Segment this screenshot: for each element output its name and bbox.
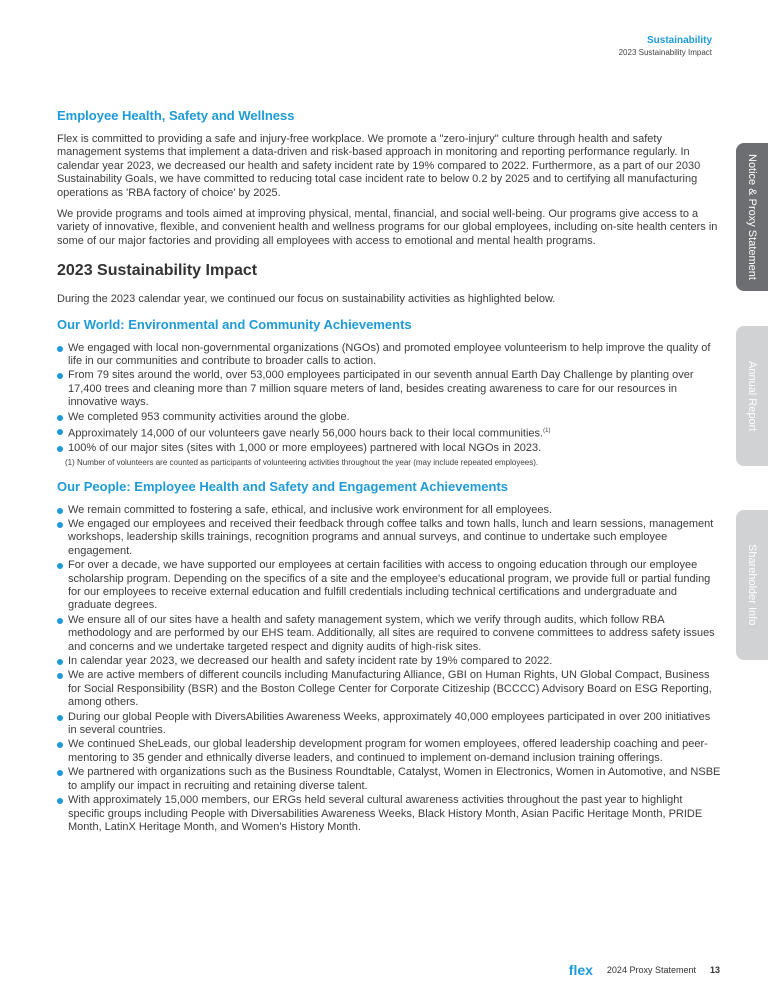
health-heading: Employee Health, Safety and Wellness: [57, 108, 295, 123]
page-header: [619, 35, 712, 57]
list-item: [57, 425, 721, 441]
health-paragraph: Flex is committed to providing a safe and injury-free workplace. We promote a "zero-injury" culture through health and safety management systems that implement a data-driven and risk-based approach in monitoring and reporting performance regularly. In calendar year 2023, we decreased our health and safety incident rate by 19% compared to 2022. Furthermore, as a part of our 2030 Sustainability Goals, we have committed to reducing total case incident rate to below 0.2 by 2025 and to certifying all manufacturing operations as 'RBA factory of choice' by 2025.: [57, 133, 701, 199]
list-item: 100% of our major sites (sites with 1,000 or more employees) partnered with local NGOs in 2023.: [57, 442, 721, 455]
wellness-paragraph: We provide programs and tools aimed at improving physical, mental, financial, and social well-being. Our programs give access to a variety of innovative, flexible, and convenient health and wellness programs for our global employees, including on-site health centers in some of our major factories and providing all employees with access to emotional and mental health programs.: [57, 208, 718, 247]
people-list: [57, 504, 721, 835]
people-heading: Our People: Employee Health and Safety and Engagement Achievements: [57, 478, 509, 494]
flex-logo: flex: [568, 962, 593, 978]
world-heading: Our World: Environmental and Community Achievements: [57, 316, 412, 332]
list-item: We partnered with organizations such as the Business Roundtable, Catalyst, Women in Electronics, Women in Automotive, and NSBE to amplify our impact in recruiting and retaining diverse talent.: [57, 766, 721, 793]
list-item: During our global People with DiversAbilities Awareness Weeks, approximately 40,000 employees participated in over 200 initiatives in several countries.: [57, 711, 721, 738]
tab-label: Shareholder Info: [746, 544, 758, 626]
list-item: We engaged with local non-governmental organizations (NGOs) and promoted employee volunteerism to help improve the quality of life in our communities and contribute to broader calls to action.: [57, 342, 721, 369]
list-item-text: Approximately 14,000 of our volunteers gave nearly 56,000 hours back to their local communities.: [68, 427, 544, 440]
tab-label: Notice & Proxy Statement: [746, 154, 758, 280]
footnote-mark: (1): [543, 428, 551, 435]
section-label: Sustainability: [646, 35, 712, 46]
document-title: 2024 Proxy Statement: [606, 965, 696, 975]
page-footer: [569, 962, 720, 978]
tab-label: Annual Report: [746, 360, 758, 432]
tab-notice-proxy-statement[interactable]: [736, 143, 768, 291]
list-item: We completed 953 community activities around the globe.: [57, 411, 721, 424]
list-item: We remain committed to fostering a safe, ethical, and inclusive work environment for all employees.: [57, 504, 721, 517]
tab-annual-report[interactable]: [736, 326, 768, 466]
footnote: (1) Number of volunteers are counted as participants of volunteering activities throughout the year (may include repeated employees).: [65, 457, 539, 467]
impact-heading: 2023 Sustainability Impact: [57, 262, 258, 280]
list-item: For over a decade, we have supported our employees at certain facilities with access to ongoing education through our employee scholarship program. Depending on the specifics of a site and the employee's educational program, we provide full or partial funding for our employees to receive external education and fulfill credentials including technical certifications and undergraduate and graduate degrees.: [57, 559, 721, 613]
list-item: We are active members of different councils including Manufacturing Alliance, GBI on Human Rights, UN Global Compact, Business for Social Responsibility (BSR) and the Boston College Center for Corporate Citizeship (BCCCC) Advisory Board on ESG Reporting, among others.: [57, 669, 721, 709]
list-item: We continued SheLeads, our global leadership development program for women employees, offered leadership coaching and peer-mentoring to 35 gender and ethnically diverse leaders, and continued to implement on-demand inclusion training offerings.: [57, 738, 721, 765]
list-item: In calendar year 2023, we decreased our health and safety incident rate by 19% compared to 2022.: [57, 655, 721, 668]
world-list: [57, 342, 721, 456]
tab-shareholder-info[interactable]: [736, 510, 768, 660]
main-content: [57, 108, 721, 835]
list-item: With approximately 15,000 members, our ERGs held several cultural awareness activities throughout the past year to highlight specific groups including People with Diversabilities Awareness Weeks, Black History Month, Asian Pacific Heritage Month, PRIDE Month, LatinX Heritage Month, and Women's History Month.: [57, 794, 721, 834]
page-number: 13: [709, 965, 720, 975]
impact-intro: During the 2023 calendar year, we continued our focus on sustainability activities as highlighted below.: [57, 293, 556, 306]
list-item: We ensure all of our sites have a health and safety management system, which we verify through audits, which follow RBA methodology and are performed by our EHS team. Additionally, all sites are required to convene committees to address safety issues and concerns and we undertake targeted respect and dignity audits of high-risk sites.: [57, 614, 721, 654]
list-item: We engaged our employees and received their feedback through coffee talks and town halls, lunch and learn sessions, management workshops, leadership skills trainings, recognition programs and annual surveys, and continue to undertake such employee engagement.: [57, 518, 721, 558]
list-item: From 79 sites around the world, over 53,000 employees participated in our seventh annual Earth Day Challenge by planting over 17,400 trees and cleaning more than 7 million square meters of land, besides creating awareness to care for our resources in innovative ways.: [57, 369, 721, 409]
subsection-label: 2023 Sustainability Impact: [618, 48, 712, 57]
